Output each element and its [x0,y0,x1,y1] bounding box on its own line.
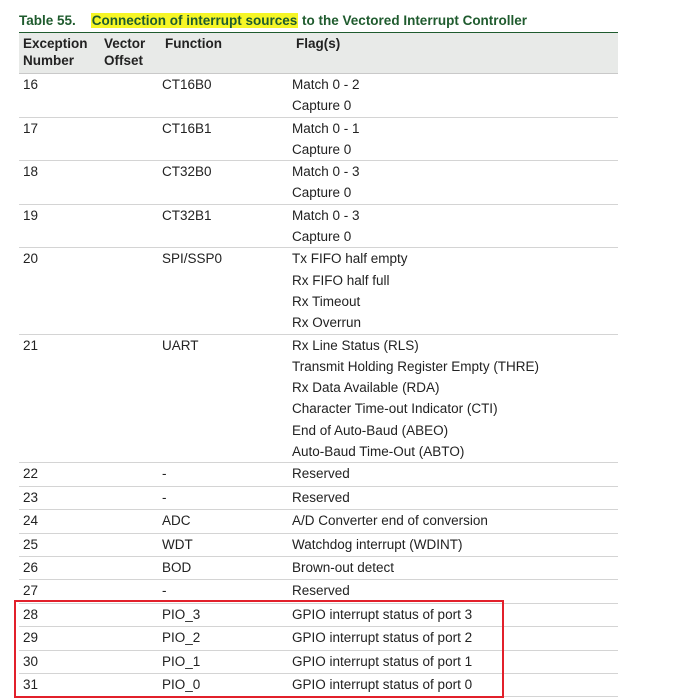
flag-item: Reserved [292,489,350,505]
exception-number-cell: 31 [19,674,100,697]
flags-cell [292,74,618,118]
exception-number-cell: 16 [19,74,100,118]
exception-number-cell: 26 [19,556,100,579]
vector-offset-cell [100,627,161,650]
function-cell: WDT [161,533,292,556]
vector-offset-cell [100,510,161,533]
exception-number-cell: 23 [19,486,100,509]
flag-item: Match 0 - 1 [292,120,360,136]
vector-offset-cell [100,74,161,118]
exception-number-cell: 19 [19,204,100,248]
flags-cell [292,161,618,205]
vector-offset-cell [100,580,161,603]
vector-offset-cell [100,556,161,579]
vector-offset-cell [100,117,161,161]
flags-cell [292,674,618,697]
flag-item: Match 0 - 3 [292,207,360,223]
table-row [19,248,618,334]
flag-item: GPIO interrupt status of port 1 [292,653,473,669]
vector-offset-cell [100,463,161,486]
table-row [19,463,618,486]
vector-offset-cell [100,204,161,248]
flag-item: Transmit Holding Register Empty (THRE) [292,358,540,374]
exception-number-cell: 22 [19,463,100,486]
flag-item: Capture 0 [292,98,352,114]
flags-cell [292,510,618,533]
table-row [19,533,618,556]
flag-item: GPIO interrupt status of port 0 [292,677,473,692]
flags-cell [292,204,618,248]
exception-number-cell: 27 [19,580,100,603]
exception-number-cell: 25 [19,533,100,556]
flags-cell [292,334,618,463]
function-cell: SPI/SSP0 [161,248,292,334]
flag-item: Auto-Baud Time-Out (ABTO) [292,444,465,460]
flag-item: GPIO interrupt status of port 2 [292,630,473,646]
exception-number-cell: 24 [19,510,100,533]
table-row [19,334,618,463]
exception-number-cell: 29 [19,627,100,650]
function-cell: - [161,463,292,486]
flag-item: Rx Data Available (RDA) [292,380,440,396]
function-cell: - [161,580,292,603]
table-caption [19,11,527,31]
table-row [19,674,618,697]
table-row [19,117,618,161]
table-header-row [19,33,618,74]
function-cell: PIO_3 [161,603,292,626]
flags-cell [292,248,618,334]
function-cell: BOD [161,556,292,579]
flags-cell [292,627,618,650]
exception-number-cell: 20 [19,248,100,334]
table-number: Table 55. [19,13,76,28]
flag-item: Capture 0 [292,229,352,245]
caption-rest-text: to the Vectored Interrupt Controller [298,13,528,28]
flag-item: Capture 0 [292,141,352,157]
flag-item: Tx FIFO half empty [292,251,408,267]
exception-number-cell: 30 [19,650,100,673]
function-cell: PIO_2 [161,627,292,650]
table-row [19,74,618,118]
flag-item: End of Auto-Baud (ABEO) [292,422,449,438]
flags-cell [292,486,618,509]
function-cell: ADC [161,510,292,533]
caption-highlighted-text: Connection of interrupt sources [91,13,298,28]
vector-offset-cell [100,533,161,556]
table-row [19,603,618,626]
table-row [19,204,618,248]
table-row [19,161,618,205]
table-row [19,510,618,533]
table-row [19,627,618,650]
function-cell: CT16B1 [161,117,292,161]
table-body [19,74,618,697]
function-cell: CT32B1 [161,204,292,248]
vector-offset-cell [100,603,161,626]
header-exception-number: Exception Number [19,33,100,74]
flags-cell [292,117,618,161]
function-cell: PIO_1 [161,650,292,673]
flag-item: Rx FIFO half full [292,272,390,288]
flag-item: A/D Converter end of conversion [292,513,488,529]
flags-cell [292,580,618,603]
interrupt-sources-table [19,33,618,697]
function-cell: UART [161,334,292,463]
flag-item: GPIO interrupt status of port 3 [292,606,473,622]
flag-item: Reserved [292,583,350,599]
vector-offset-cell [100,161,161,205]
flags-cell [292,650,618,673]
table-row [19,580,618,603]
vector-offset-cell [100,650,161,673]
exception-number-cell: 21 [19,334,100,463]
header-function: Function [161,33,292,74]
vector-offset-cell [100,334,161,463]
flag-item: Brown-out detect [292,559,395,575]
function-cell: - [161,486,292,509]
flags-cell [292,533,618,556]
flag-item: Match 0 - 2 [292,77,360,92]
table-row [19,556,618,579]
flags-cell [292,603,618,626]
flag-item: Reserved [292,466,350,482]
flags-cell [292,556,618,579]
flag-item: Character Time-out Indicator (CTI) [292,401,498,417]
flag-item: Rx Line Status (RLS) [292,337,419,353]
flag-item: Match 0 - 3 [292,164,360,180]
flag-item: Rx Timeout [292,293,361,309]
flag-item: Capture 0 [292,185,352,201]
flags-cell [292,463,618,486]
vector-offset-cell [100,248,161,334]
table-row [19,650,618,673]
vector-offset-cell [100,674,161,697]
function-cell: PIO_0 [161,674,292,697]
header-vector-offset: Vector Offset [100,33,161,74]
exception-number-cell: 18 [19,161,100,205]
flag-item: Watchdog interrupt (WDINT) [292,536,463,552]
flag-item: Rx Overrun [292,315,362,331]
table-row [19,486,618,509]
exception-number-cell: 28 [19,603,100,626]
vector-offset-cell [100,486,161,509]
exception-number-cell: 17 [19,117,100,161]
function-cell: CT32B0 [161,161,292,205]
header-flags: Flag(s) [292,33,618,74]
function-cell: CT16B0 [161,74,292,118]
